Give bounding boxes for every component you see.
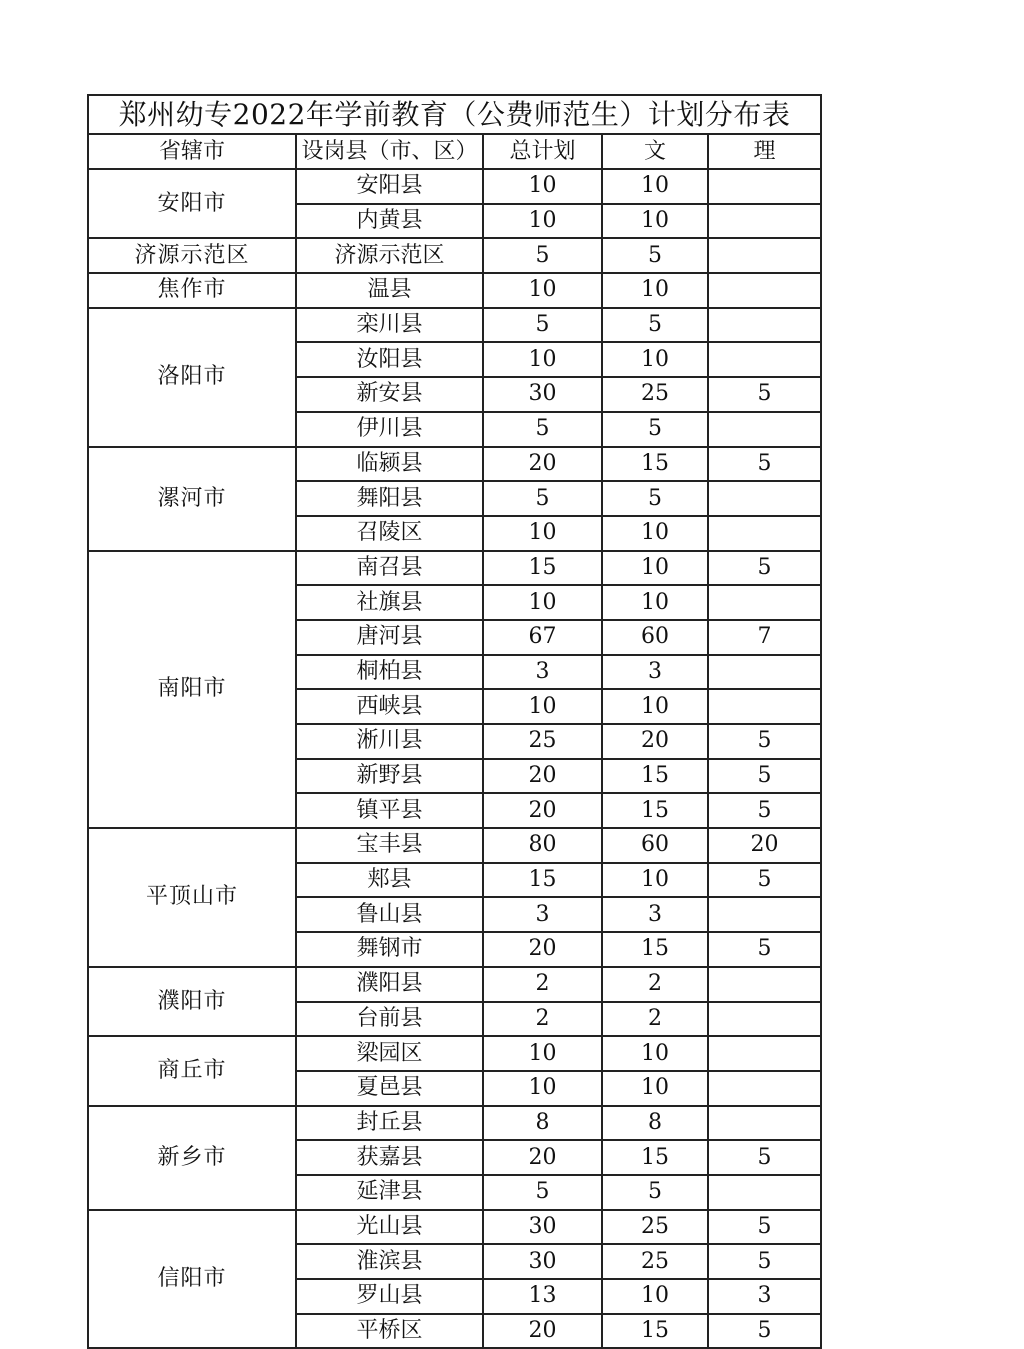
county-cell: 社旗县	[296, 585, 483, 620]
li-cell	[708, 204, 821, 239]
li-cell	[708, 967, 821, 1002]
county-cell: 罗山县	[296, 1279, 483, 1314]
header-county: 设岗县（市、区）	[296, 134, 483, 169]
county-cell: 西峡县	[296, 689, 483, 724]
total-cell: 20	[483, 793, 602, 828]
wen-cell: 10	[602, 863, 708, 898]
total-cell: 13	[483, 1279, 602, 1314]
city-cell: 濮阳市	[88, 967, 296, 1036]
total-cell: 10	[483, 169, 602, 204]
total-cell: 20	[483, 447, 602, 482]
total-cell: 5	[483, 412, 602, 447]
table-row	[88, 308, 821, 343]
table-title: 郑州幼专2022年学前教育（公费师范生）计划分布表	[88, 95, 821, 134]
county-cell: 封丘县	[296, 1106, 483, 1141]
li-cell: 5	[708, 1140, 821, 1175]
table-row	[88, 273, 821, 308]
li-cell: 5	[708, 1244, 821, 1279]
county-cell: 濮阳县	[296, 967, 483, 1002]
total-cell: 10	[483, 204, 602, 239]
total-cell: 10	[483, 516, 602, 551]
county-cell: 淅川县	[296, 724, 483, 759]
wen-cell: 5	[602, 1175, 708, 1210]
wen-cell: 10	[602, 1279, 708, 1314]
total-cell: 80	[483, 828, 602, 863]
total-cell: 2	[483, 1002, 602, 1037]
county-cell: 伊川县	[296, 412, 483, 447]
title-row	[88, 95, 821, 134]
county-cell: 镇平县	[296, 793, 483, 828]
county-cell: 桐柏县	[296, 655, 483, 690]
table-row	[88, 238, 821, 273]
li-cell	[708, 585, 821, 620]
county-cell: 平桥区	[296, 1314, 483, 1349]
li-cell	[708, 1071, 821, 1106]
wen-cell: 10	[602, 551, 708, 586]
table-row	[88, 169, 821, 204]
total-cell: 25	[483, 724, 602, 759]
county-cell: 舞钢市	[296, 932, 483, 967]
wen-cell: 20	[602, 724, 708, 759]
total-cell: 30	[483, 1244, 602, 1279]
li-cell: 5	[708, 759, 821, 794]
total-cell: 20	[483, 759, 602, 794]
wen-cell: 10	[602, 689, 708, 724]
li-cell: 5	[708, 793, 821, 828]
total-cell: 10	[483, 1036, 602, 1071]
total-cell: 5	[483, 1175, 602, 1210]
total-cell: 20	[483, 932, 602, 967]
plan-distribution-table	[87, 94, 822, 1349]
county-cell: 郏县	[296, 863, 483, 898]
li-cell	[708, 169, 821, 204]
total-cell: 10	[483, 585, 602, 620]
county-cell: 临颍县	[296, 447, 483, 482]
wen-cell: 8	[602, 1106, 708, 1141]
table-row	[88, 551, 821, 586]
wen-cell: 5	[602, 481, 708, 516]
wen-cell: 15	[602, 1314, 708, 1349]
li-cell	[708, 1106, 821, 1141]
table-row	[88, 447, 821, 482]
table-row	[88, 967, 821, 1002]
city-cell: 新乡市	[88, 1106, 296, 1210]
wen-cell: 10	[602, 1071, 708, 1106]
li-cell: 5	[708, 1210, 821, 1245]
total-cell: 10	[483, 689, 602, 724]
county-cell: 台前县	[296, 1002, 483, 1037]
wen-cell: 60	[602, 620, 708, 655]
total-cell: 15	[483, 863, 602, 898]
county-cell: 宝丰县	[296, 828, 483, 863]
total-cell: 15	[483, 551, 602, 586]
county-cell: 光山县	[296, 1210, 483, 1245]
city-cell: 漯河市	[88, 447, 296, 551]
table-row	[88, 1106, 821, 1141]
li-cell: 5	[708, 1314, 821, 1349]
header-wen: 文	[602, 134, 708, 169]
county-cell: 鲁山县	[296, 897, 483, 932]
li-cell	[708, 1175, 821, 1210]
wen-cell: 10	[602, 204, 708, 239]
total-cell: 8	[483, 1106, 602, 1141]
county-cell: 汝阳县	[296, 342, 483, 377]
city-cell: 南阳市	[88, 551, 296, 829]
header-row	[88, 134, 821, 169]
header-li: 理	[708, 134, 821, 169]
li-cell: 20	[708, 828, 821, 863]
li-cell	[708, 412, 821, 447]
total-cell: 67	[483, 620, 602, 655]
wen-cell: 15	[602, 793, 708, 828]
total-cell: 5	[483, 238, 602, 273]
wen-cell: 25	[602, 1210, 708, 1245]
county-cell: 新安县	[296, 377, 483, 412]
county-cell: 安阳县	[296, 169, 483, 204]
city-cell: 洛阳市	[88, 308, 296, 447]
city-cell: 信阳市	[88, 1210, 296, 1349]
li-cell	[708, 897, 821, 932]
wen-cell: 3	[602, 655, 708, 690]
wen-cell: 10	[602, 273, 708, 308]
total-cell: 2	[483, 967, 602, 1002]
wen-cell: 10	[602, 585, 708, 620]
li-cell	[708, 273, 821, 308]
wen-cell: 10	[602, 516, 708, 551]
header-total: 总计划	[483, 134, 602, 169]
wen-cell: 5	[602, 308, 708, 343]
table-row	[88, 1036, 821, 1071]
wen-cell: 60	[602, 828, 708, 863]
county-cell: 栾川县	[296, 308, 483, 343]
wen-cell: 25	[602, 377, 708, 412]
total-cell: 3	[483, 897, 602, 932]
wen-cell: 15	[602, 447, 708, 482]
li-cell	[708, 1002, 821, 1037]
li-cell	[708, 689, 821, 724]
li-cell: 5	[708, 377, 821, 412]
wen-cell: 2	[602, 967, 708, 1002]
wen-cell: 10	[602, 342, 708, 377]
city-cell: 安阳市	[88, 169, 296, 238]
wen-cell: 2	[602, 1002, 708, 1037]
county-cell: 获嘉县	[296, 1140, 483, 1175]
wen-cell: 10	[602, 169, 708, 204]
wen-cell: 15	[602, 932, 708, 967]
li-cell: 5	[708, 447, 821, 482]
li-cell	[708, 238, 821, 273]
county-cell: 内黄县	[296, 204, 483, 239]
city-cell: 焦作市	[88, 273, 296, 308]
table-body	[88, 169, 821, 1348]
wen-cell: 15	[602, 1140, 708, 1175]
table-row	[88, 1210, 821, 1245]
li-cell: 5	[708, 724, 821, 759]
li-cell: 5	[708, 863, 821, 898]
city-cell: 商丘市	[88, 1036, 296, 1105]
total-cell: 10	[483, 1071, 602, 1106]
total-cell: 5	[483, 481, 602, 516]
li-cell: 5	[708, 932, 821, 967]
wen-cell: 5	[602, 238, 708, 273]
wen-cell: 10	[602, 1036, 708, 1071]
li-cell	[708, 342, 821, 377]
li-cell	[708, 1036, 821, 1071]
total-cell: 3	[483, 655, 602, 690]
li-cell	[708, 308, 821, 343]
wen-cell: 15	[602, 759, 708, 794]
wen-cell: 3	[602, 897, 708, 932]
county-cell: 夏邑县	[296, 1071, 483, 1106]
total-cell: 30	[483, 377, 602, 412]
county-cell: 梁园区	[296, 1036, 483, 1071]
li-cell	[708, 516, 821, 551]
li-cell: 7	[708, 620, 821, 655]
li-cell	[708, 481, 821, 516]
city-cell: 济源示范区	[88, 238, 296, 273]
li-cell: 5	[708, 551, 821, 586]
total-cell: 10	[483, 342, 602, 377]
county-cell: 舞阳县	[296, 481, 483, 516]
county-cell: 延津县	[296, 1175, 483, 1210]
li-cell	[708, 655, 821, 690]
county-cell: 淮滨县	[296, 1244, 483, 1279]
wen-cell: 5	[602, 412, 708, 447]
county-cell: 南召县	[296, 551, 483, 586]
table-row	[88, 828, 821, 863]
county-cell: 新野县	[296, 759, 483, 794]
county-cell: 唐河县	[296, 620, 483, 655]
total-cell: 30	[483, 1210, 602, 1245]
total-cell: 5	[483, 308, 602, 343]
total-cell: 20	[483, 1314, 602, 1349]
total-cell: 20	[483, 1140, 602, 1175]
li-cell: 3	[708, 1279, 821, 1314]
county-cell: 济源示范区	[296, 238, 483, 273]
county-cell: 召陵区	[296, 516, 483, 551]
header-city: 省辖市	[88, 134, 296, 169]
total-cell: 10	[483, 273, 602, 308]
city-cell: 平顶山市	[88, 828, 296, 967]
wen-cell: 25	[602, 1244, 708, 1279]
county-cell: 温县	[296, 273, 483, 308]
